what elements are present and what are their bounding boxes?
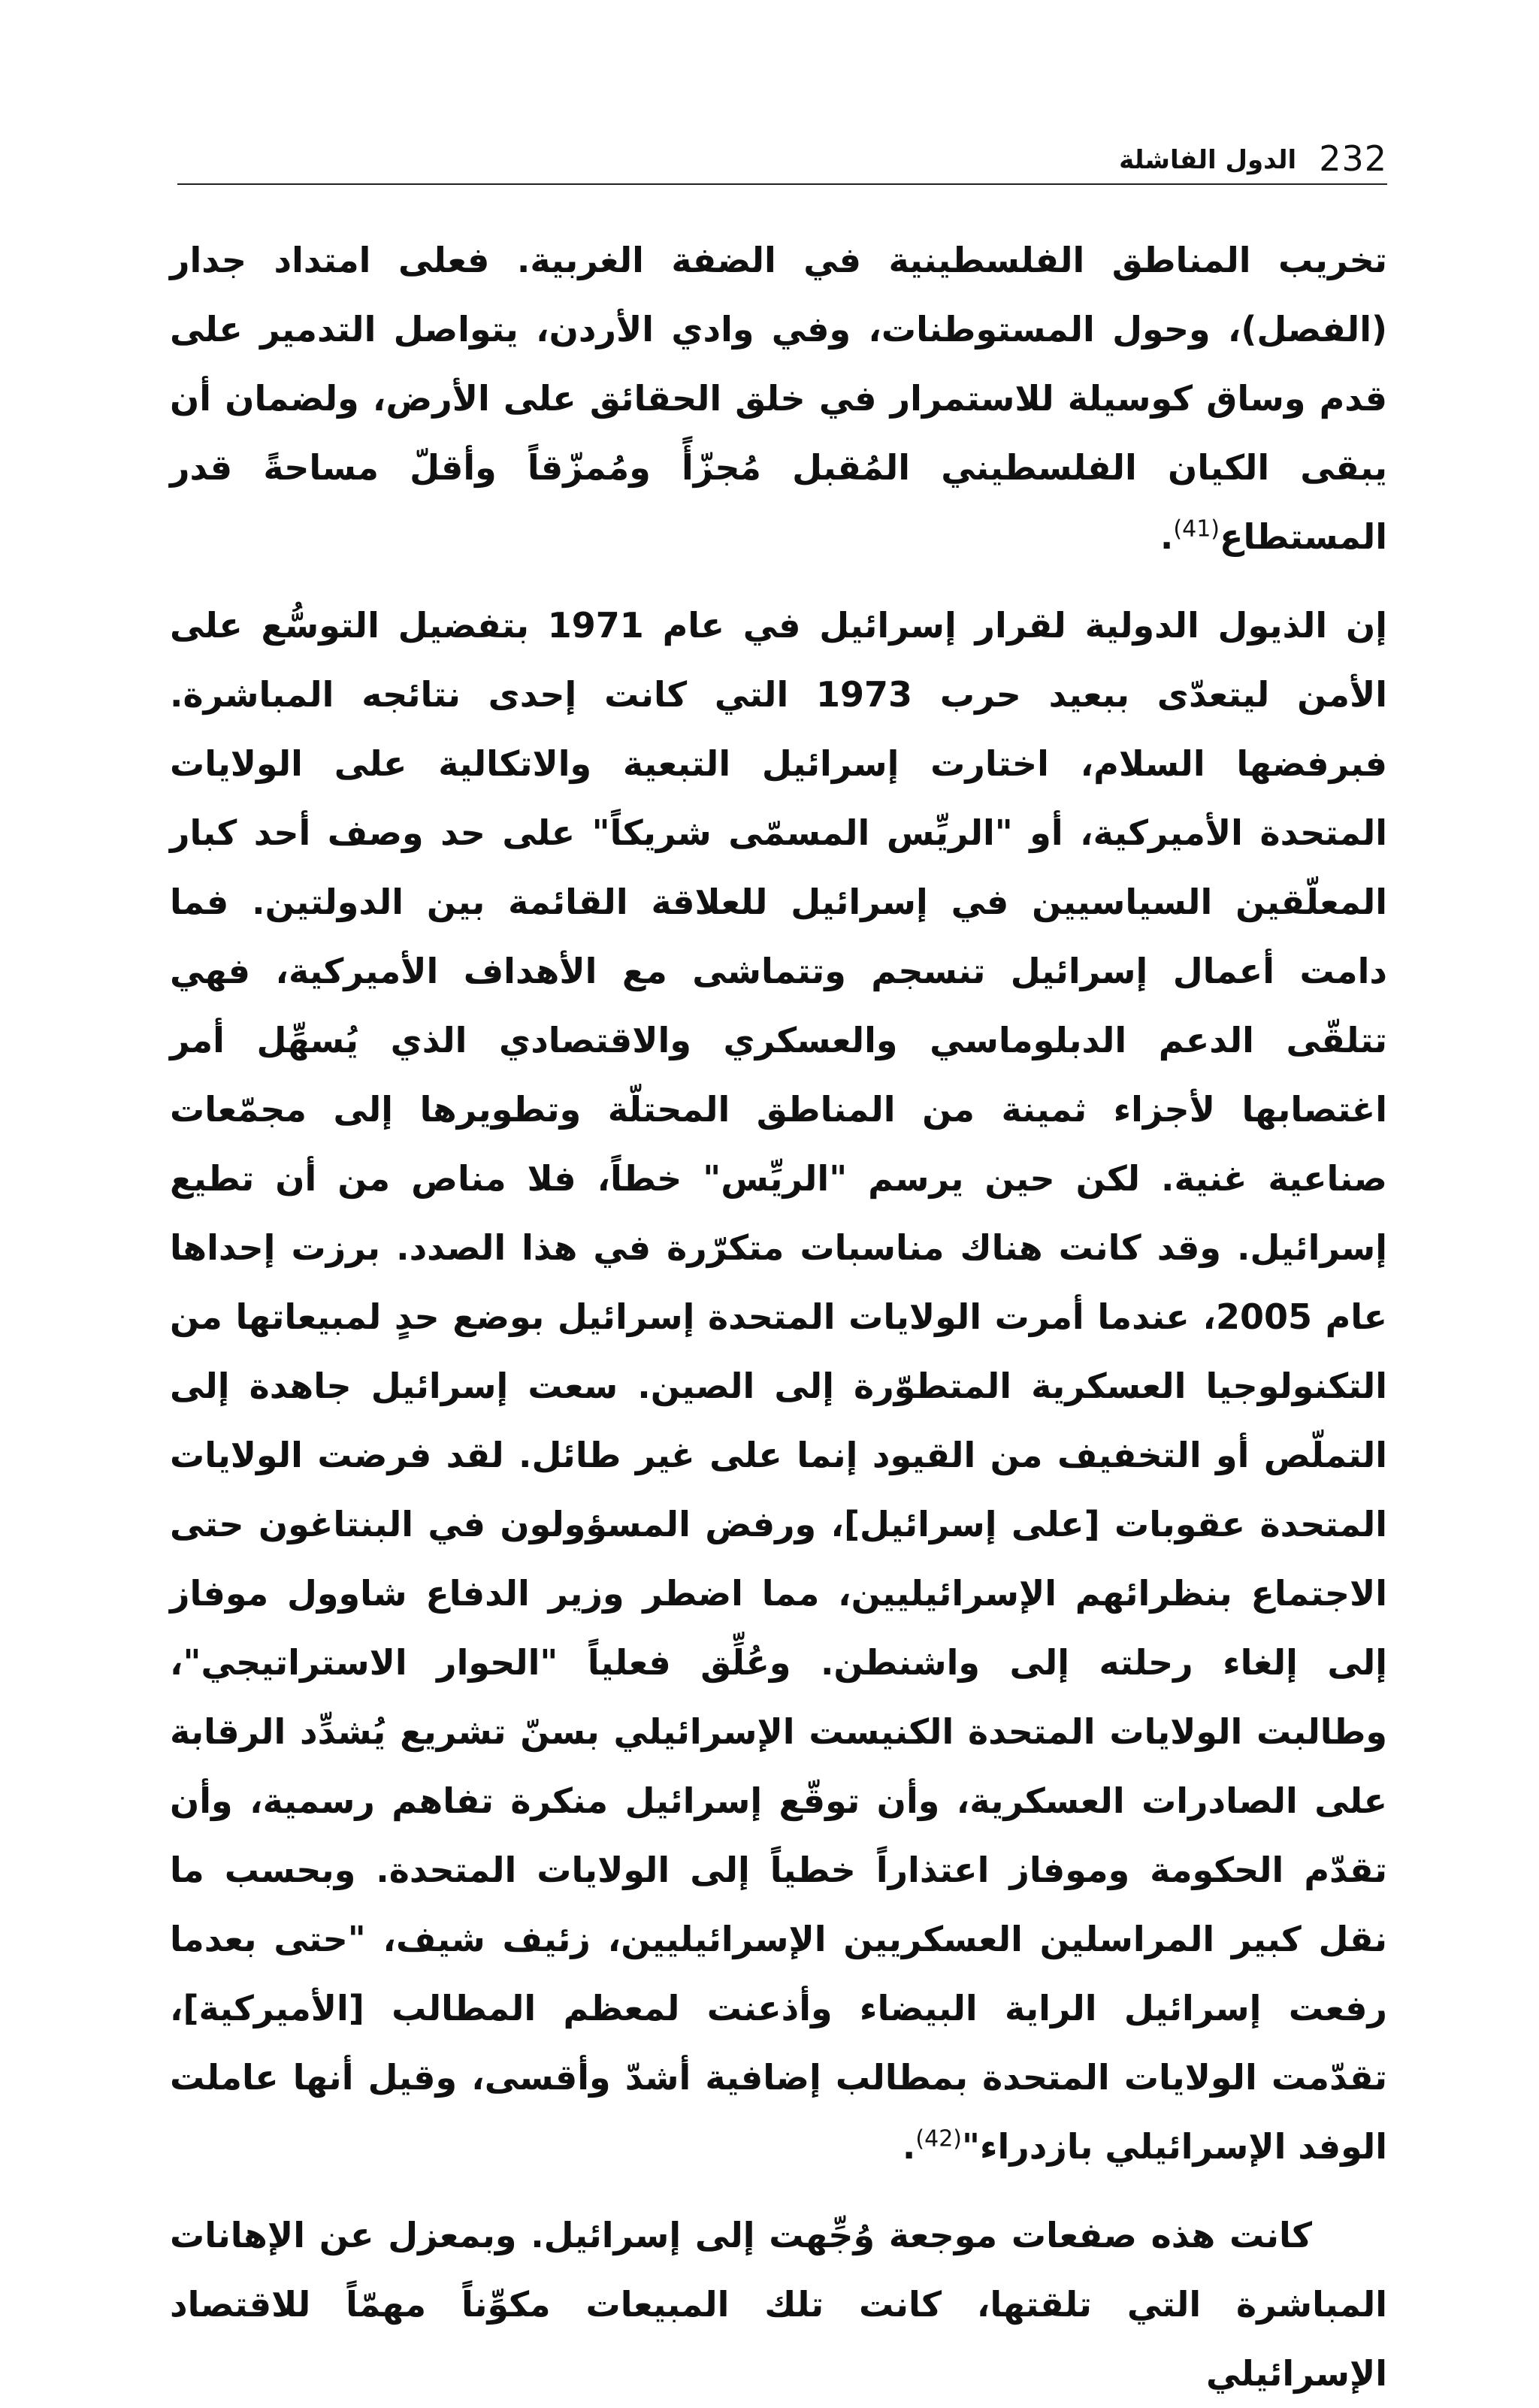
paragraph-text: كانت هذه صفعات موجعة وُجِّهت إلى إسرائيل. وبمعزل عن الإهانات المباشرة التي تلقتها، كانت تلك المبيعات مكوِّناً مهمّاً للاقتصاد الإسرائيلي: [170, 2215, 1387, 2394]
paragraph-2: [170, 591, 1387, 2181]
paragraph-end: .: [902, 2126, 916, 2167]
paragraph-text: إن الذيول الدولية لقرار إسرائيل في عام 1971 بتفضيل التوسُّع على الأمن ليتعدّى ببعيد حرب 1973 التي كانت إحدى نتائجه المباشرة. فبرفضها السلام، اختارت إسرائيل التبعية والاتكالية على الولايات المتحدة الأميركية، أو "الريِّس المسمّى شريكاً" على حد وصف أحد كبار المعلّقين السياسيين في إسرائيل للعلاقة القائمة بين الدولتين. فما دامت أعمال إسرائيل تنسجم وتتماشى مع الأهداف الأميركية، فهي تتلقّى الدعم الدبلوماسي والعسكري والاقتصادي الذي يُسهِّل أمر اغتصابها لأجزاء ثمينة من المناطق المحتلّة وتطويرها إلى مجمّعات صناعية غنية. لكن حين يرسم "الريِّس" خطاً، فلا مناص من أن تطيع إسرائيل. وقد كانت هناك مناسبات متكرّرة في هذا الصدد. برزت إحداها عام 2005، عندما أمرت الولايات المتحدة إسرائيل بوضع حدٍ لمبيعاتها من التكنولوجيا العسكرية المتطوّرة إلى الصين. سعت إسرائيل جاهدة إلى التملّص أو التخفيف من القيود إنما على غير طائل. لقد فرضت الولايات المتحدة عقوبات [على إسرائيل]، ورفض المسؤولون في البنتاغون حتى الاجتماع بنظرائهم الإسرائيليين، مما اضطر وزير الدفاع شاوول موفاز إلى إلغاء رحلته إلى واشنطن. وعُلِّق فعلياً "الحوار الاستراتيجي"، وطالبت الولايات المتحدة الكنيست الإسرائيلي بسنّ تشريع يُشدِّد الرقابة على الصادرات العسكرية، وأن توقّع إسرائيل منكرة تفاهم رسمية، وأن تقدّم الحكومة وموفاز اعتذاراً خطياً إلى الولايات المتحدة. وبحسب ما نقل كبير المراسلين العسكريين الإسرائيليين، زئيف شيف، "حتى بعدما رفعت إسرائيل الراية البيضاء وأذعنت لمعظم المطالب [الأميركية]، تقدّمت الولايات المتحدة بمطالب إضافية أشدّ وأقسى، وقيل أنها عاملت الوفد الإسرائيلي بازدراء": [170, 605, 1387, 2167]
page-number: 232: [1319, 138, 1387, 179]
footnote-marker-42[interactable]: (42): [915, 2125, 963, 2152]
body-text: [170, 225, 1387, 2408]
running-header: [177, 126, 1387, 179]
paragraph-end: .: [1160, 516, 1174, 557]
header-divider: [177, 183, 1387, 185]
running-title: الدول الفاشلة: [1119, 145, 1297, 175]
paragraph-1: [170, 225, 1387, 571]
paragraph-text: تخريب المناطق الفلسطينية في الضفة الغربية. فعلى امتداد جدار (الفصل)، وحول المستوطنات، وفي وادي الأردن، يتواصل التدمير على قدم وساق كوسيلة للاستمرار في خلق الحقائق على الأرض، ولضمان أن يبقى الكيان الفلسطيني المُقبل مُجزّأً ومُمزّقاً وأقلّ مساحةً قدر المستطاع: [170, 240, 1387, 557]
paragraph-3: [170, 2201, 1387, 2408]
footnote-marker-41[interactable]: (41): [1173, 516, 1220, 543]
